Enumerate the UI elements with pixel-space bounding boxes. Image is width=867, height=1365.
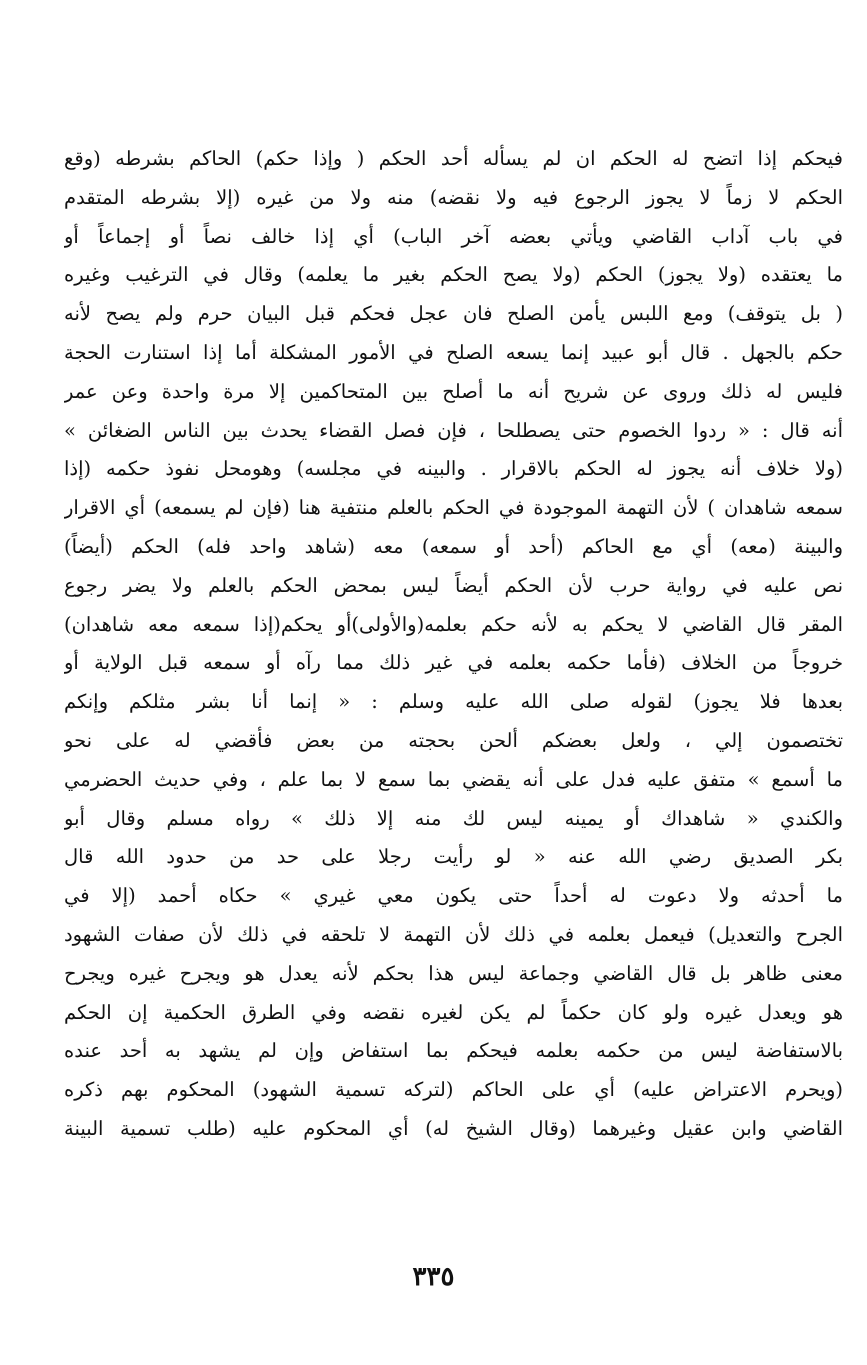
text-line-17: ما أسمع » متفق عليه فدل على أنه يقضي بما سمع لا بما علم ، وفي حديث الحضرمي bbox=[64, 767, 843, 791]
text-line-6: حكم بالجهل . قال أبو عبيد إنما يسعه الصلح في الأمور المشكلة أما إذا استنارت الحجة bbox=[64, 340, 843, 364]
text-line-15: بعدها فلا يجوز) لقوله صلى الله عليه وسلم : « إنما أنا بشر مثلكم وإنكم bbox=[64, 690, 843, 714]
page-number: ٣٣٥ bbox=[412, 1262, 455, 1292]
text-line-23: هو ويعدل غيره ولو كان حكماً لم يكن لغيره نقضه وفي الطرق الحكمية إن الحكم bbox=[64, 1000, 843, 1024]
text-line-8: أنه قال : « ردوا الخصوم حتى يصطلحا ، فإن فصل القضاء يحدث بين الناس الضغائن » bbox=[64, 418, 843, 442]
text-line-19: بكر الصديق رضي الله عنه « لو رأيت رجلا على حد من حدود الله قال bbox=[64, 845, 843, 869]
text-line-3: في باب آداب القاضي ويأتي بعضه آخر الباب) أي إذا خالف نصاً أو إجماعاً أو bbox=[64, 224, 843, 248]
text-line-21: الجرح والتعديل) فيعمل بعلمه في ذلك لأن التهمة لا تلحقه في ذلك لأن صفات الشهود bbox=[64, 922, 843, 946]
text-line-22: معنى ظاهر بل قال القاضي وجماعة ليس هذا بحكم لأنه يعدل هو ويجرح غيره ويجرح bbox=[64, 961, 843, 985]
text-line-1: فيحكم إذا اتضح له الحكم ان لم يسأله أحد الحكم ( وإذا حكم) الحاكم بشرطه (وقع bbox=[64, 147, 843, 170]
text-line-26: القاضي وابن عقيل وغيرهما (وقال الشيخ له) أي المحكوم عليه (طلب تسمية البينة bbox=[64, 1116, 843, 1140]
text-line-4: ما يعتقده (ولا يجوز) الحكم (ولا يصح الحكم بغير ما يعلمه) وقال في الترغيب وغيره bbox=[64, 263, 843, 287]
text-line-24: بالاستفاضة ليس من حكمه بعلمه فيحكم بما استفاض وإن لم يشهد به أحد عنده bbox=[64, 1039, 843, 1063]
text-line-18: والكندي « شاهداك أو يمينه ليس لك منه إلا ذلك » رواه مسلم وقال أبو bbox=[64, 806, 843, 830]
text-line-12: نص عليه في رواية حرب لأن الحكم أيضاً ليس بمحض الحكم بالعلم ولا يضر رجوع bbox=[64, 573, 843, 597]
text-line-2: الحكم لا زماً لا يجوز الرجوع فيه ولا نقضه) منه ولا من غيره (إلا بشرطه المتقدم bbox=[64, 185, 843, 209]
text-line-5: ( بل يتوقف) ومع اللبس يأمن الصلح فان عجل فحكم قبل البيان حرم ولم يصح لأنه bbox=[64, 302, 843, 326]
body-text bbox=[64, 140, 843, 1149]
text-line-7: فليس له ذلك وروى عن شريح أنه ما أصلح بين المتحاكمين إلا مرة واحدة وعن عمر bbox=[64, 379, 843, 403]
text-line-10: سمعه شاهدان ) لأن التهمة الموجودة في الحكم بالعلم منتفية هنا (فإن لم يسمعه) أي الاقرار bbox=[64, 496, 843, 520]
text-line-20: ما أحدثه ولا دعوت له أحداً حتى يكون معي غيري » حكاه أحمد (إلا في bbox=[64, 884, 843, 908]
text-line-14: خروجاً من الخلاف (فأما حكمه بعلمه في غير ذلك مما رآه أو سمعه قبل الولاية أو bbox=[64, 651, 843, 675]
text-line-9: (ولا خلاف أنه يجوز له الحكم بالاقرار . والبينه في مجلسه) وهومحل نفوذ حكمه (إذا bbox=[64, 457, 843, 481]
text-line-16: تختصمون إلي ، ولعل بعضكم ألحن بحجته من بعض فأقضي له على نحو bbox=[64, 728, 843, 752]
text-line-25: (ويحرم الاعتراض عليه) أي على الحاكم (لتركه تسمية الشهود) المحكوم بهم ذكره bbox=[64, 1078, 843, 1102]
text-line-13: المقر قال القاضي لا يحكم به لأنه حكم بعلمه(والأولى)أو يحكم(إذا سمعه معه شاهدان) bbox=[64, 612, 843, 636]
text-line-11: والبينة (معه) أي مع الحاكم (أحد أو سمعه) معه (شاهد واحد فله) الحكم (أيضاً) bbox=[64, 534, 843, 558]
